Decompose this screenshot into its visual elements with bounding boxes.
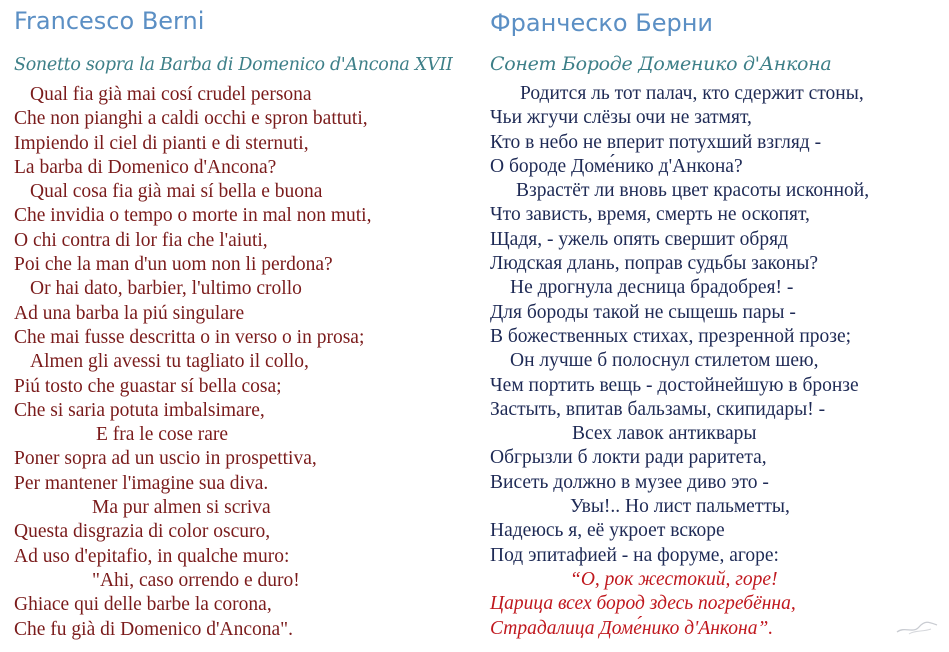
italian-poem-line: Impiendo il ciel di pianti e di sternuti, (14, 132, 309, 154)
italian-poem-line: Che mai fusse descritta o in verso o in prosa; (14, 326, 365, 348)
russian-author-heading: Франческо Берни (490, 9, 713, 37)
russian-poem-line: Щадя, - ужель опять свершит обряд (490, 228, 788, 250)
italian-poem-line: Qual fia già mai cosí crudel persona (30, 84, 312, 105)
italian-poem-line: La barba di Domenico d'Ancona? (14, 156, 277, 178)
italian-poem-line: Or hai dato, barbier, l'ultimo crollo (30, 278, 302, 300)
russian-poem-line: В божественных стихах, презренной прозе; (490, 325, 852, 347)
italian-poem-line: "Ahi, caso orrendo e duro! (92, 569, 300, 591)
italian-poem-line: Che fu già di Domenico d'Ancona". (14, 618, 293, 640)
russian-poem-line: Под эпитафией - на форуме, агоре: (490, 544, 779, 566)
russian-poem-line: Увы!.. Но лист пальметты, (570, 496, 790, 518)
italian-poem-line: Piú tosto che guastar sí bella cosa; (14, 375, 282, 397)
russian-poem-line: Не дрогнула десница брадобрея! - (510, 277, 794, 299)
russian-poem-line: Кто в небо не вперит потухший взгляд - (490, 131, 822, 153)
italian-poem-line: Ad uso d'epitafio, in qualche muro: (14, 545, 290, 567)
russian-poem-line: Он лучше б полоснул стилетом шею, (510, 350, 819, 372)
russian-column (490, 0, 945, 641)
russian-poem-line: Чем портить вещь - достойнейшую в бронзе (490, 374, 859, 396)
russian-poem-line: Чьи жгучи слёзы очи не затмят, (490, 107, 752, 129)
russian-poem-line: Всех лавок антиквары (572, 423, 757, 445)
italian-author-heading: Francesco Berni (14, 7, 205, 35)
italian-poem-line: Che non pianghi a caldi occhi e spron battuti, (14, 108, 368, 130)
italian-poem-line: Che invidia o tempo o morte in mal non muti, (14, 205, 372, 227)
russian-poem-line: Родится ль тот палач, кто сдержит стоны, (520, 83, 864, 104)
russian-poem-line: Висеть должно в музее диво это - (490, 471, 769, 493)
russian-poem-line: О бороде Доме́нико д'Анкона? (490, 155, 743, 177)
russian-poem-line: Страдалица Доме́нико д'Анкона”. (490, 617, 774, 639)
italian-sonnet-title: Sonetto sopra la Barba di Domenico d'Ancona XVII (14, 55, 453, 75)
russian-poem-line: Людская длань, поправ судьбы законы? (490, 253, 818, 275)
italian-poem-line: Che si saria potuta imbalsimare, (14, 399, 265, 421)
russian-poem-line: Для бороды такой не сыщешь пары - (490, 301, 796, 323)
italian-poem-line: Almen gli avessi tu tagliato il collo, (30, 351, 309, 373)
russian-poem-line: Обгрызли б локти ради раритета, (490, 447, 767, 469)
russian-poem-line: “О, рок жестокий, горе! (570, 568, 778, 590)
russian-poem-line: Надеюсь я, её укроет вскоре (490, 520, 725, 542)
russian-poem-line: Застыть, впитав бальзамы, скипидары! - (490, 398, 826, 420)
russian-sonnet-title: Сонет Бороде Доменико д'Анкона (490, 53, 832, 75)
italian-column (14, 0, 464, 642)
russian-poem-line: Что зависть, время, смерть не оскопят, (490, 204, 810, 226)
italian-poem-line: Poi che la man d'un uom non li perdona? (14, 254, 333, 276)
italian-poem-line: O chi contra di lor fia che l'aiuti, (14, 229, 268, 251)
signature-mark (895, 616, 939, 638)
italian-poem-line: Ghiace qui delle barbe la corona, (14, 594, 272, 616)
russian-poem-line: Царица всех бород здесь погребённа, (490, 593, 796, 615)
italian-poem-line: Poner sopra ad un uscio in prospettiva, (14, 448, 317, 470)
italian-poem-line: Ma pur almen si scriva (92, 497, 271, 519)
italian-poem-line: Ad una barba la piú singulare (14, 302, 245, 324)
italian-poem-line: Questa disgrazia di color oscuro, (14, 521, 271, 543)
italian-poem (14, 83, 464, 642)
italian-poem-line: Per mantener l'imagine sua diva. (14, 472, 269, 494)
italian-poem-line: E fra le cose rare (96, 424, 229, 446)
russian-poem-line: Взрастёт ли вновь цвет красоты исконной, (516, 180, 870, 202)
russian-poem (490, 82, 945, 641)
italian-poem-line: Qual cosa fia già mai sí bella e buona (30, 181, 323, 203)
